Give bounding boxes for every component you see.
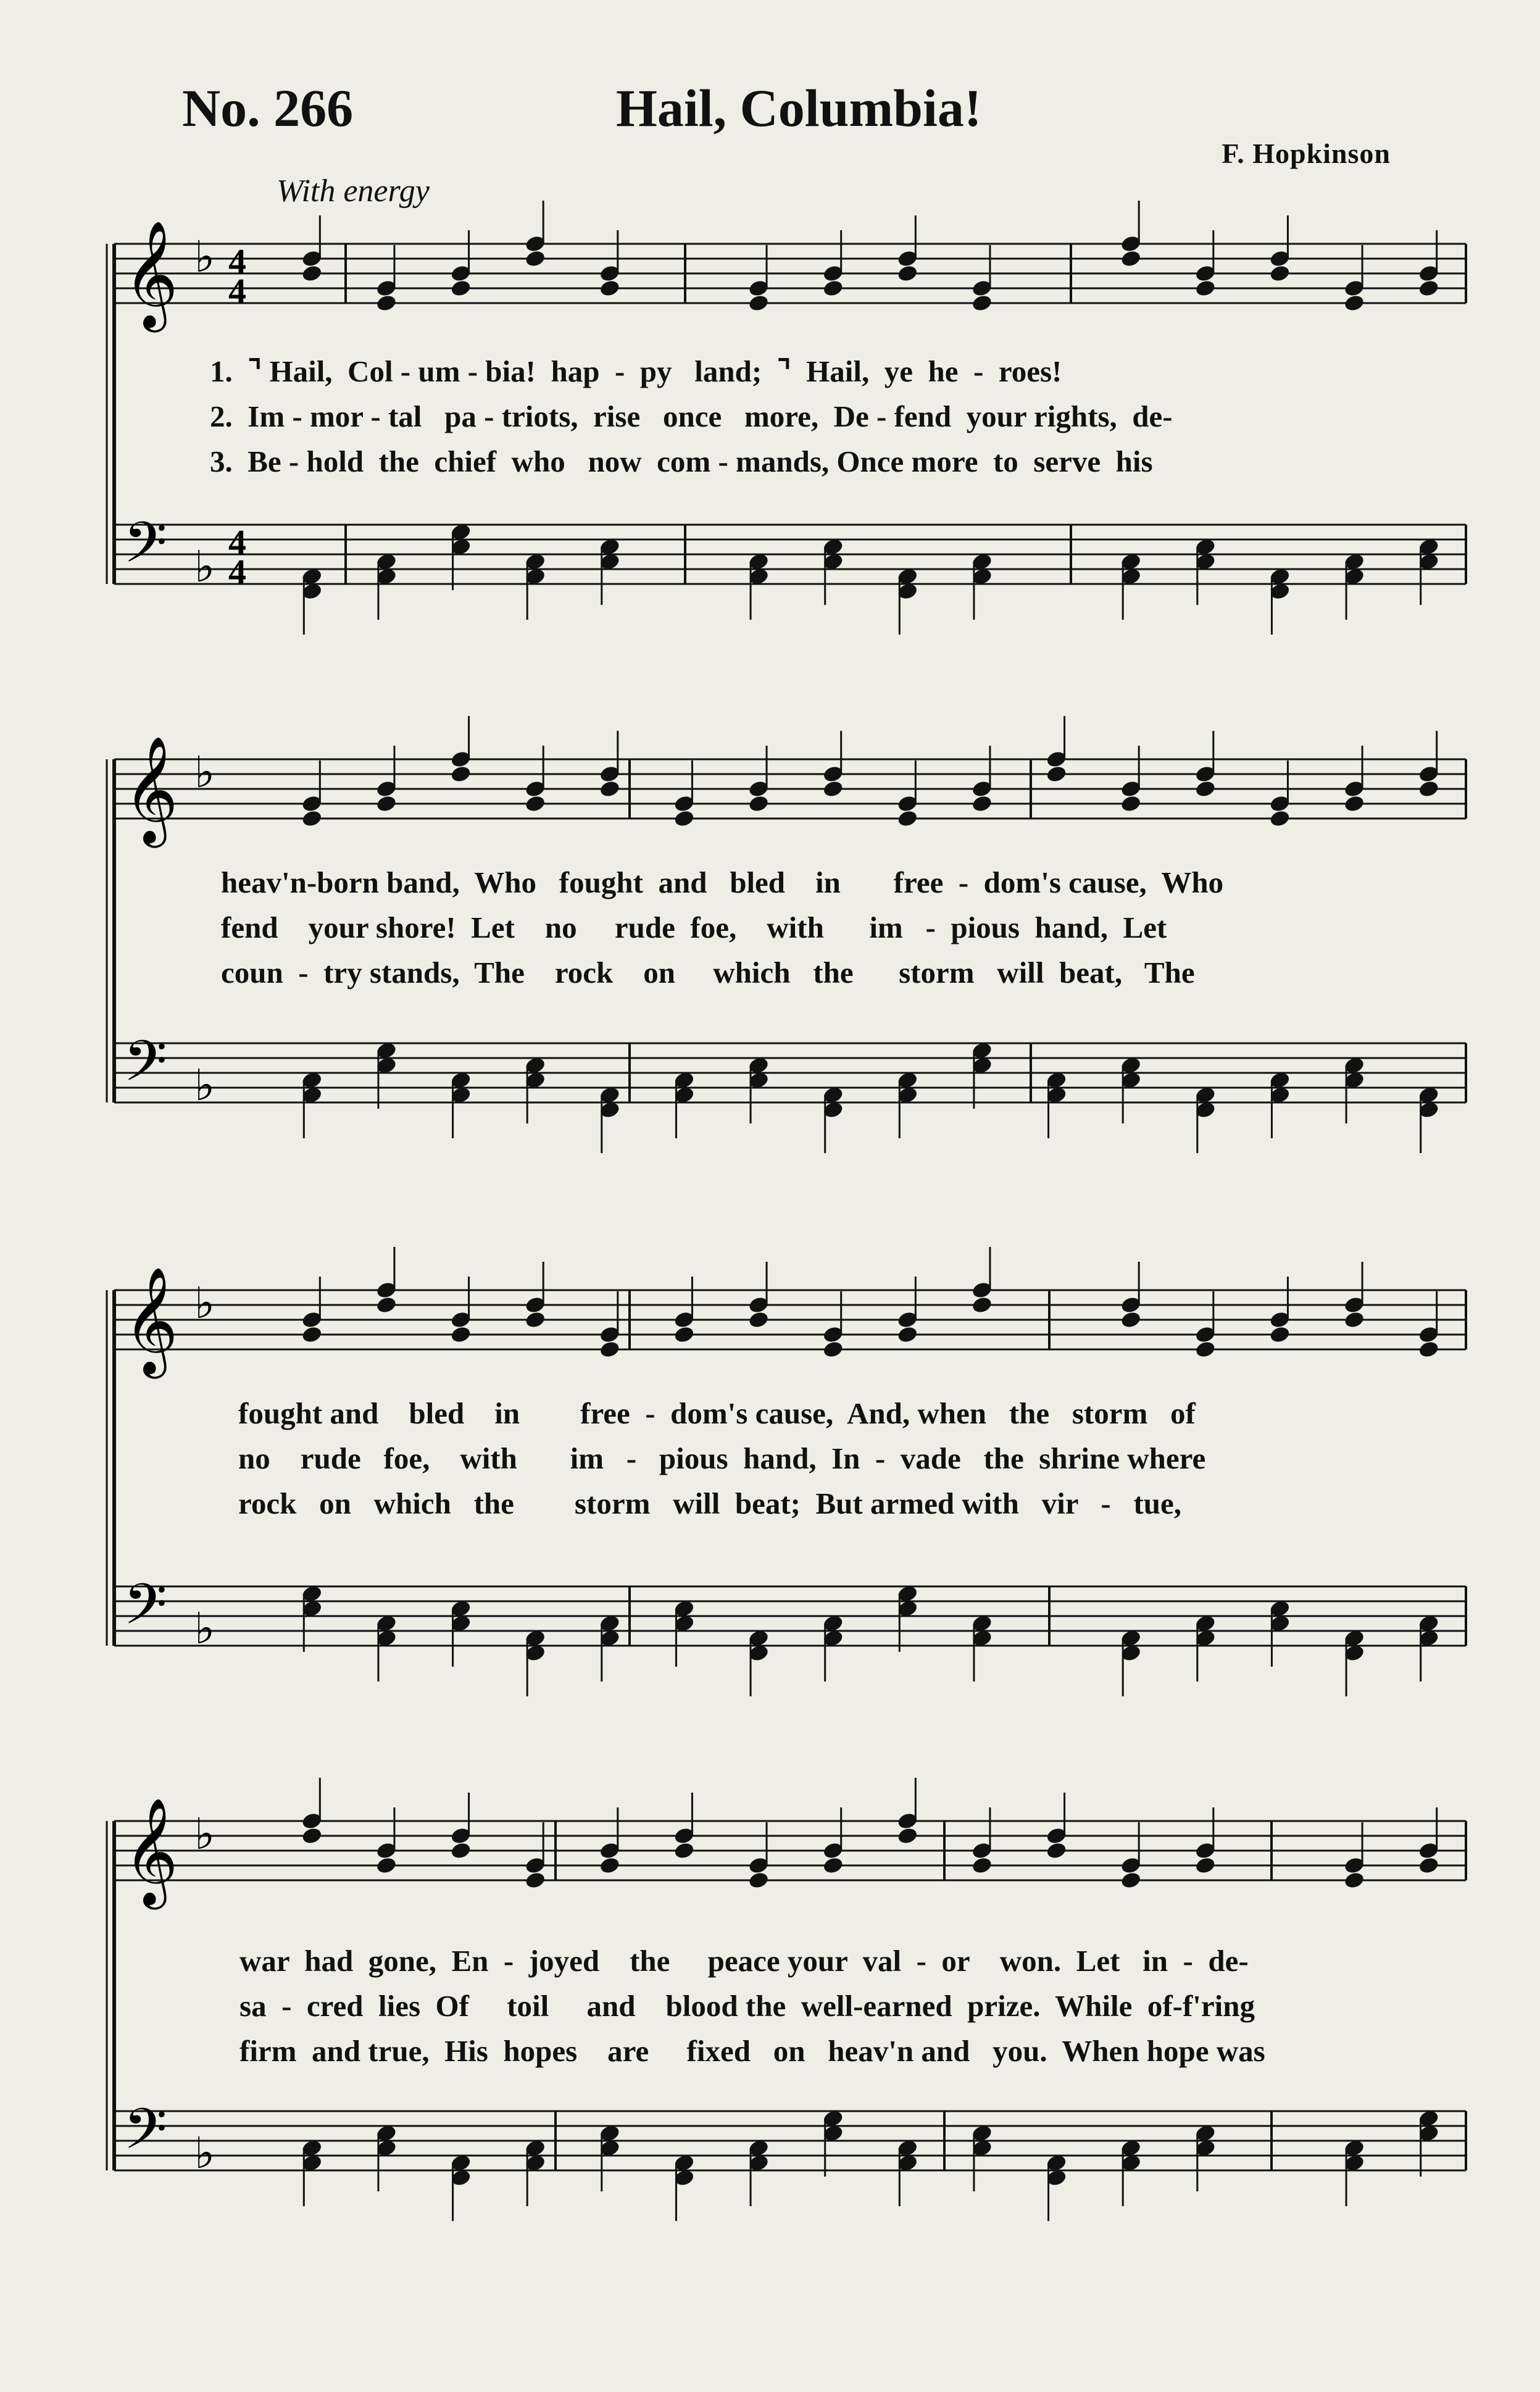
time-signature-icon: 4 [228,271,246,311]
note-head-icon [747,794,770,814]
hymn-title: Hail, Columbia! [616,78,982,138]
note-head-icon [1046,1841,1068,1861]
lyric-line: 2. Im - mor - tal pa - triots, rise once more, De - fend your rights, de- [210,399,1173,433]
note-head-icon [1120,249,1142,269]
flat-icon: ♭ [194,541,215,592]
flat-icon: ♭ [194,1603,215,1654]
bass-clef-icon: 𝄢 [123,2096,167,2175]
note-head-icon [673,1841,696,1861]
note-head-icon [375,1856,397,1875]
lyric-line: fend your shore! Let no rude foe, with im - pious hand, Let [221,911,1167,944]
note-head-icon [1418,780,1440,799]
lyric-line: 3. Be - hold the chief who now com - mands, Once more to serve his [210,444,1153,478]
bass-clef-icon: 𝄢 [123,510,167,589]
note-head-icon [450,279,472,298]
hymn-author: F. Hopkinson [1222,138,1391,169]
note-head-icon [673,1325,696,1344]
tempo-marking: With energy [277,173,430,209]
note-head-icon [747,1871,770,1890]
note-head-icon [1343,794,1365,814]
note-head-icon [524,794,546,814]
note-head-icon [1120,1871,1142,1890]
treble-clef-icon: 𝄞 [123,220,178,328]
flat-icon: ♭ [194,1060,215,1111]
note-head-icon [1194,1340,1217,1359]
bass-clef-icon: 𝄢 [123,1572,167,1651]
treble-clef-icon: 𝄞 [123,1798,178,1905]
note-head-icon [450,765,472,784]
note-head-icon [524,1311,546,1330]
treble-clef-icon: 𝄞 [123,1267,178,1374]
lyric-line: 1. ⌝ Hail, Col - um - bia! hap - py land; ⌝ Hail, ye he - roes! [210,354,1062,388]
note-head-icon [599,1340,621,1359]
note-head-icon [1120,1311,1142,1330]
note-head-icon [896,264,918,283]
note-head-icon [747,1311,770,1330]
note-head-icon [747,294,770,313]
note-head-icon [822,1856,844,1875]
note-head-icon [375,1296,397,1315]
note-head-icon [1418,1856,1440,1875]
note-head-icon [1269,1325,1291,1344]
note-head-icon [1343,294,1365,313]
lyric-line: sa - cred lies Of toil and blood the well-earned prize. While of-f'ring [239,1989,1255,2023]
note-head-icon [1418,279,1440,298]
note-head-icon [1120,794,1142,814]
note-head-icon [301,1325,323,1344]
note-head-icon [599,780,621,799]
time-signature-icon: 4 [228,522,246,562]
flat-icon: ♭ [194,231,215,282]
treble-clef-icon: 𝄞 [123,736,178,843]
note-head-icon [301,1827,323,1846]
note-head-icon [1046,765,1068,784]
note-head-icon [822,780,844,799]
note-head-icon [1343,1311,1365,1330]
time-signature-icon: 4 [228,552,246,592]
note-head-icon [599,279,621,298]
flat-icon: ♭ [194,1278,215,1328]
time-signature-icon: 4 [228,241,246,281]
note-head-icon [450,1841,472,1861]
note-head-icon [896,1325,918,1344]
bass-clef-icon: 𝄢 [123,1028,167,1107]
lyric-line: fought and bled in free - dom's cause, And, when the storm of [238,1396,1196,1430]
flat-icon: ♭ [194,747,215,798]
lyric-line: coun - try stands, The rock on which the storm will beat, The [221,956,1195,990]
note-head-icon [1194,279,1217,298]
note-head-icon [896,1827,918,1846]
note-head-icon [1418,1340,1440,1359]
note-head-icon [971,1296,993,1315]
note-head-icon [524,249,546,269]
note-head-icon [971,294,993,313]
lyric-line: war had gone, En - joyed the peace your val - or won. Let in - de- [239,1944,1249,1978]
note-head-icon [1343,1871,1365,1890]
note-head-icon [1269,809,1291,828]
note-head-icon [375,294,397,313]
note-head-icon [822,279,844,298]
lyric-line: rock on which the storm will beat; But armed with vir - tue, [238,1486,1181,1520]
note-head-icon [301,264,323,283]
note-head-icon [673,809,696,828]
note-head-icon [1194,780,1217,799]
note-head-icon [524,1871,546,1890]
note-head-icon [1194,1856,1217,1875]
hymn-number: No. 266 [182,78,354,138]
lyric-line: heav'n-born band, Who fought and bled in free - dom's cause, Who [221,865,1224,899]
note-head-icon [971,1856,993,1875]
lyric-line: no rude foe, with im - pious hand, In - vade the shrine where [238,1441,1206,1475]
note-head-icon [375,794,397,814]
flat-icon: ♭ [194,2128,215,2178]
note-head-icon [301,809,323,828]
flat-icon: ♭ [194,1809,215,1859]
note-head-icon [1269,264,1291,283]
note-head-icon [822,1340,844,1359]
note-head-icon [450,1325,472,1344]
lyric-line: firm and true, His hopes are fixed on heav'n and you. When hope was [239,2034,1265,2068]
note-head-icon [599,1856,621,1875]
note-head-icon [896,809,918,828]
note-head-icon [971,794,993,814]
